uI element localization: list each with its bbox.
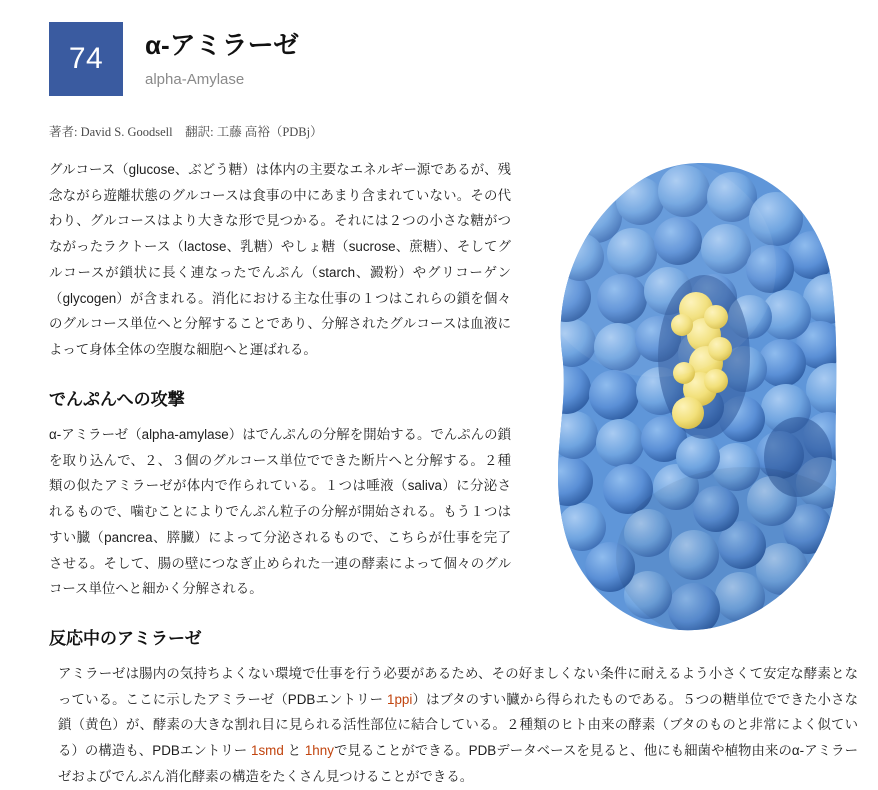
figure-container [536, 157, 869, 632]
section-2-text-part-2: ）はブタのすい臓から得られたものである。５つの糖単位でできた小さな鎖（黄色）が、酵素の大きな割れ目に見られる活性部位に結合している。２種類のヒト由来の酵素（ブタのものと非常によく似ている）の構造も、PDBエントリー [58, 691, 859, 759]
article-number-badge: 74 [49, 22, 123, 96]
page-title: α-アミラーゼ [145, 30, 300, 60]
link-1smd[interactable]: 1smd [251, 743, 284, 759]
section-2-text-part-3: と [283, 743, 305, 759]
alpha-amylase-structure-illustration [536, 157, 869, 632]
section-heading-1: でんぷんへの攻撃 [49, 389, 185, 409]
section-1-paragraph: α-アミラーゼ（alpha-amylase）はでんぷんの分解を開始する。でんぷんの鎖を取り込んで、２、３個のグルコース単位でできた断片へと分解する。２種類の似たアミラーゼが体内で作られている。１つは唾液（saliva）に分泌されるもので、噛むことによりでんぷん粒子の分解が開始される。もう１つはすい臓（pancrea、膵臓）によって分泌されるもので、こちらが仕事を完了させる。そして、腸の壁につなぎ止められた一連の酵素によって個々のグルコース単位へと細かく分解される。 [49, 426, 511, 597]
link-1hny[interactable]: 1hny [304, 743, 334, 759]
intro-paragraph: グルコース（glucose、ぶどう糖）は体内の主要なエネルギー源であるが、残念ながら遊離状態のグルコースは食事の中にあまり含まれていない。その代わり、グルコースはより大きな形で見つかる。それには２つの小さな糖がつながったラクトース（lactose、乳糖）やしょ糖（sucrose、蔗糖）、そしてグルコースが鎖状に長く連なったでんぷん（starch、澱粉）やグリコーゲン（glycogen）が含まれる。消化における主な仕事の１つはこれらの鎖を個々のグルコース単位へと分解することであり、分解されたグルコースは血液によって身体全体の空腹な細胞へと運ばれる。 [49, 162, 511, 358]
section-2-text-part-1: アミラーゼは腸内の気持ちよくない環境で仕事を行う必要があるため、その好ましくない条件に耐えるよう小さくて安定な酵素となっている。ここに示したアミラーゼ（PDBエントリー [58, 666, 858, 707]
section-heading-2: 反応中のアミラーゼ [49, 629, 202, 649]
page-subtitle: alpha-Amylase [145, 71, 245, 89]
byline: 著者: David S. Goodsell 翻訳: 工藤 高裕（PDBj） [49, 125, 323, 139]
article-body [40, 157, 859, 790]
section-2-paragraph [49, 661, 858, 790]
title-block [145, 22, 299, 89]
article-header [40, 0, 838, 96]
left-column [49, 157, 511, 649]
section-2-text-part-4: で見ることができる。PDBデータベースを見ると、他にも細菌や植物由来のα-アミラーゼおよびでんぷん消化酵素の構造をたくさん見つけることができる。 [58, 743, 858, 784]
link-1ppi[interactable]: 1ppi [387, 691, 413, 707]
